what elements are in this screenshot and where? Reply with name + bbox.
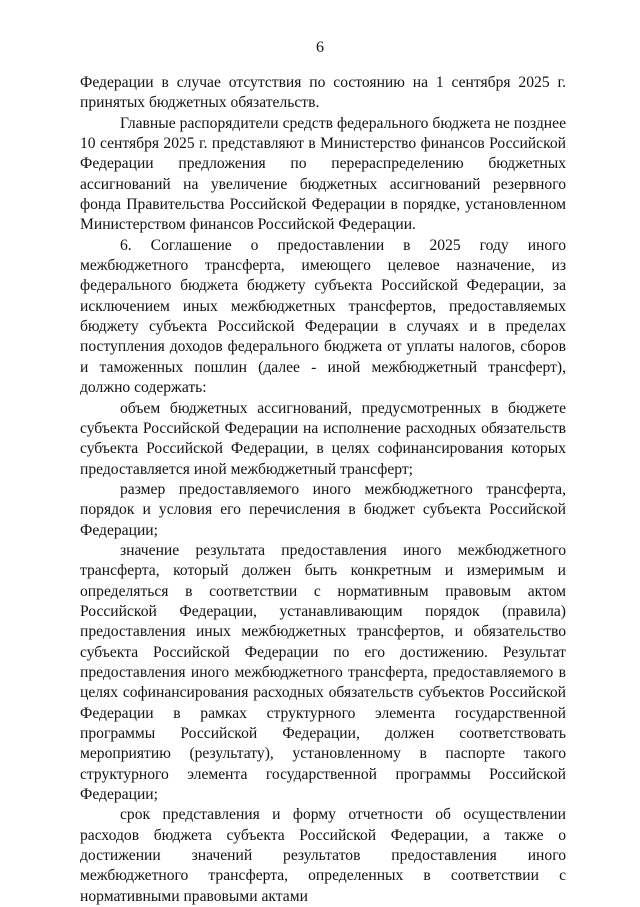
paragraph-result-value: значение результата предоставления иного межбюджетного трансферта, который должен быть конкретным и измеримым и определяться в соответствии с нормативным правовым актом Российской Федерации, устанавливающим порядок (правила) предоставления иных межбюджетных трансфертов, и обязательство субъекта Российской Федерации по его достижению. Результат предоставления иного межбюджетного трансферта, предоставляемого в целях софинансирования расходных обязательств субъектов Российской Федерации в рамках структурного элемента государственной программы Российской Федерации, должен соответствовать мероприятию (результату), установленному в паспорте такого структурного элемента государственной программы Российской Федерации; bbox=[80, 541, 566, 804]
document-body bbox=[80, 73, 566, 907]
page-number: 6 bbox=[316, 39, 324, 56]
paragraph-allocation-volume: объем бюджетных ассигнований, предусмотренных в бюджете субъекта Российской Федерации на исполнение расходных обязательств субъекта Российской Федерации, в целях софинансирования которых предоставляется иной межбюджетный трансферт; bbox=[80, 399, 566, 478]
paragraph-budget-reallocation: Главные распорядители средств федерального бюджета не позднее 10 сентября 2025 г. представляют в Министерство финансов Российской Федерации предложения по перераспределению бюджетных ассигнований на увеличение бюджетных ассигнований резервного фонда Правительства Российской Федерации в порядке, установленном Министерством финансов Российской Федерации. bbox=[80, 114, 566, 234]
paragraph-continuation: Федерации в случае отсутствия по состоянию на 1 сентября 2025 г. принятых бюджетных обязательств. bbox=[80, 74, 566, 112]
paragraph-clause-6: 6. Соглашение о предоставлении в 2025 году иного межбюджетного трансферта, имеющего целевое назначение, из федерального бюджета бюджету субъекта Российской Федерации, за исключением иных межбюджетных трансфертов, предоставляемых бюджету субъекта Российской Федерации в случаях и в пределах поступления доходов федерального бюджета от уплаты налогов, сборов и таможенных пошлин (далее - иной межбюджетный трансферт), должно содержать: bbox=[80, 236, 566, 397]
paragraph-reporting-deadline: срок представления и форму отчетности об осуществлении расходов бюджета субъекта Российской Федерации, а также о достижении значений результатов предоставления иного межбюджетного трансферта, определенных в соответствии с нормативными правовыми актами bbox=[80, 806, 566, 905]
paragraph-transfer-size: размер предоставляемого иного межбюджетного трансферта, порядок и условия его перечисления в бюджет субъекта Российской Федерации; bbox=[80, 480, 566, 539]
